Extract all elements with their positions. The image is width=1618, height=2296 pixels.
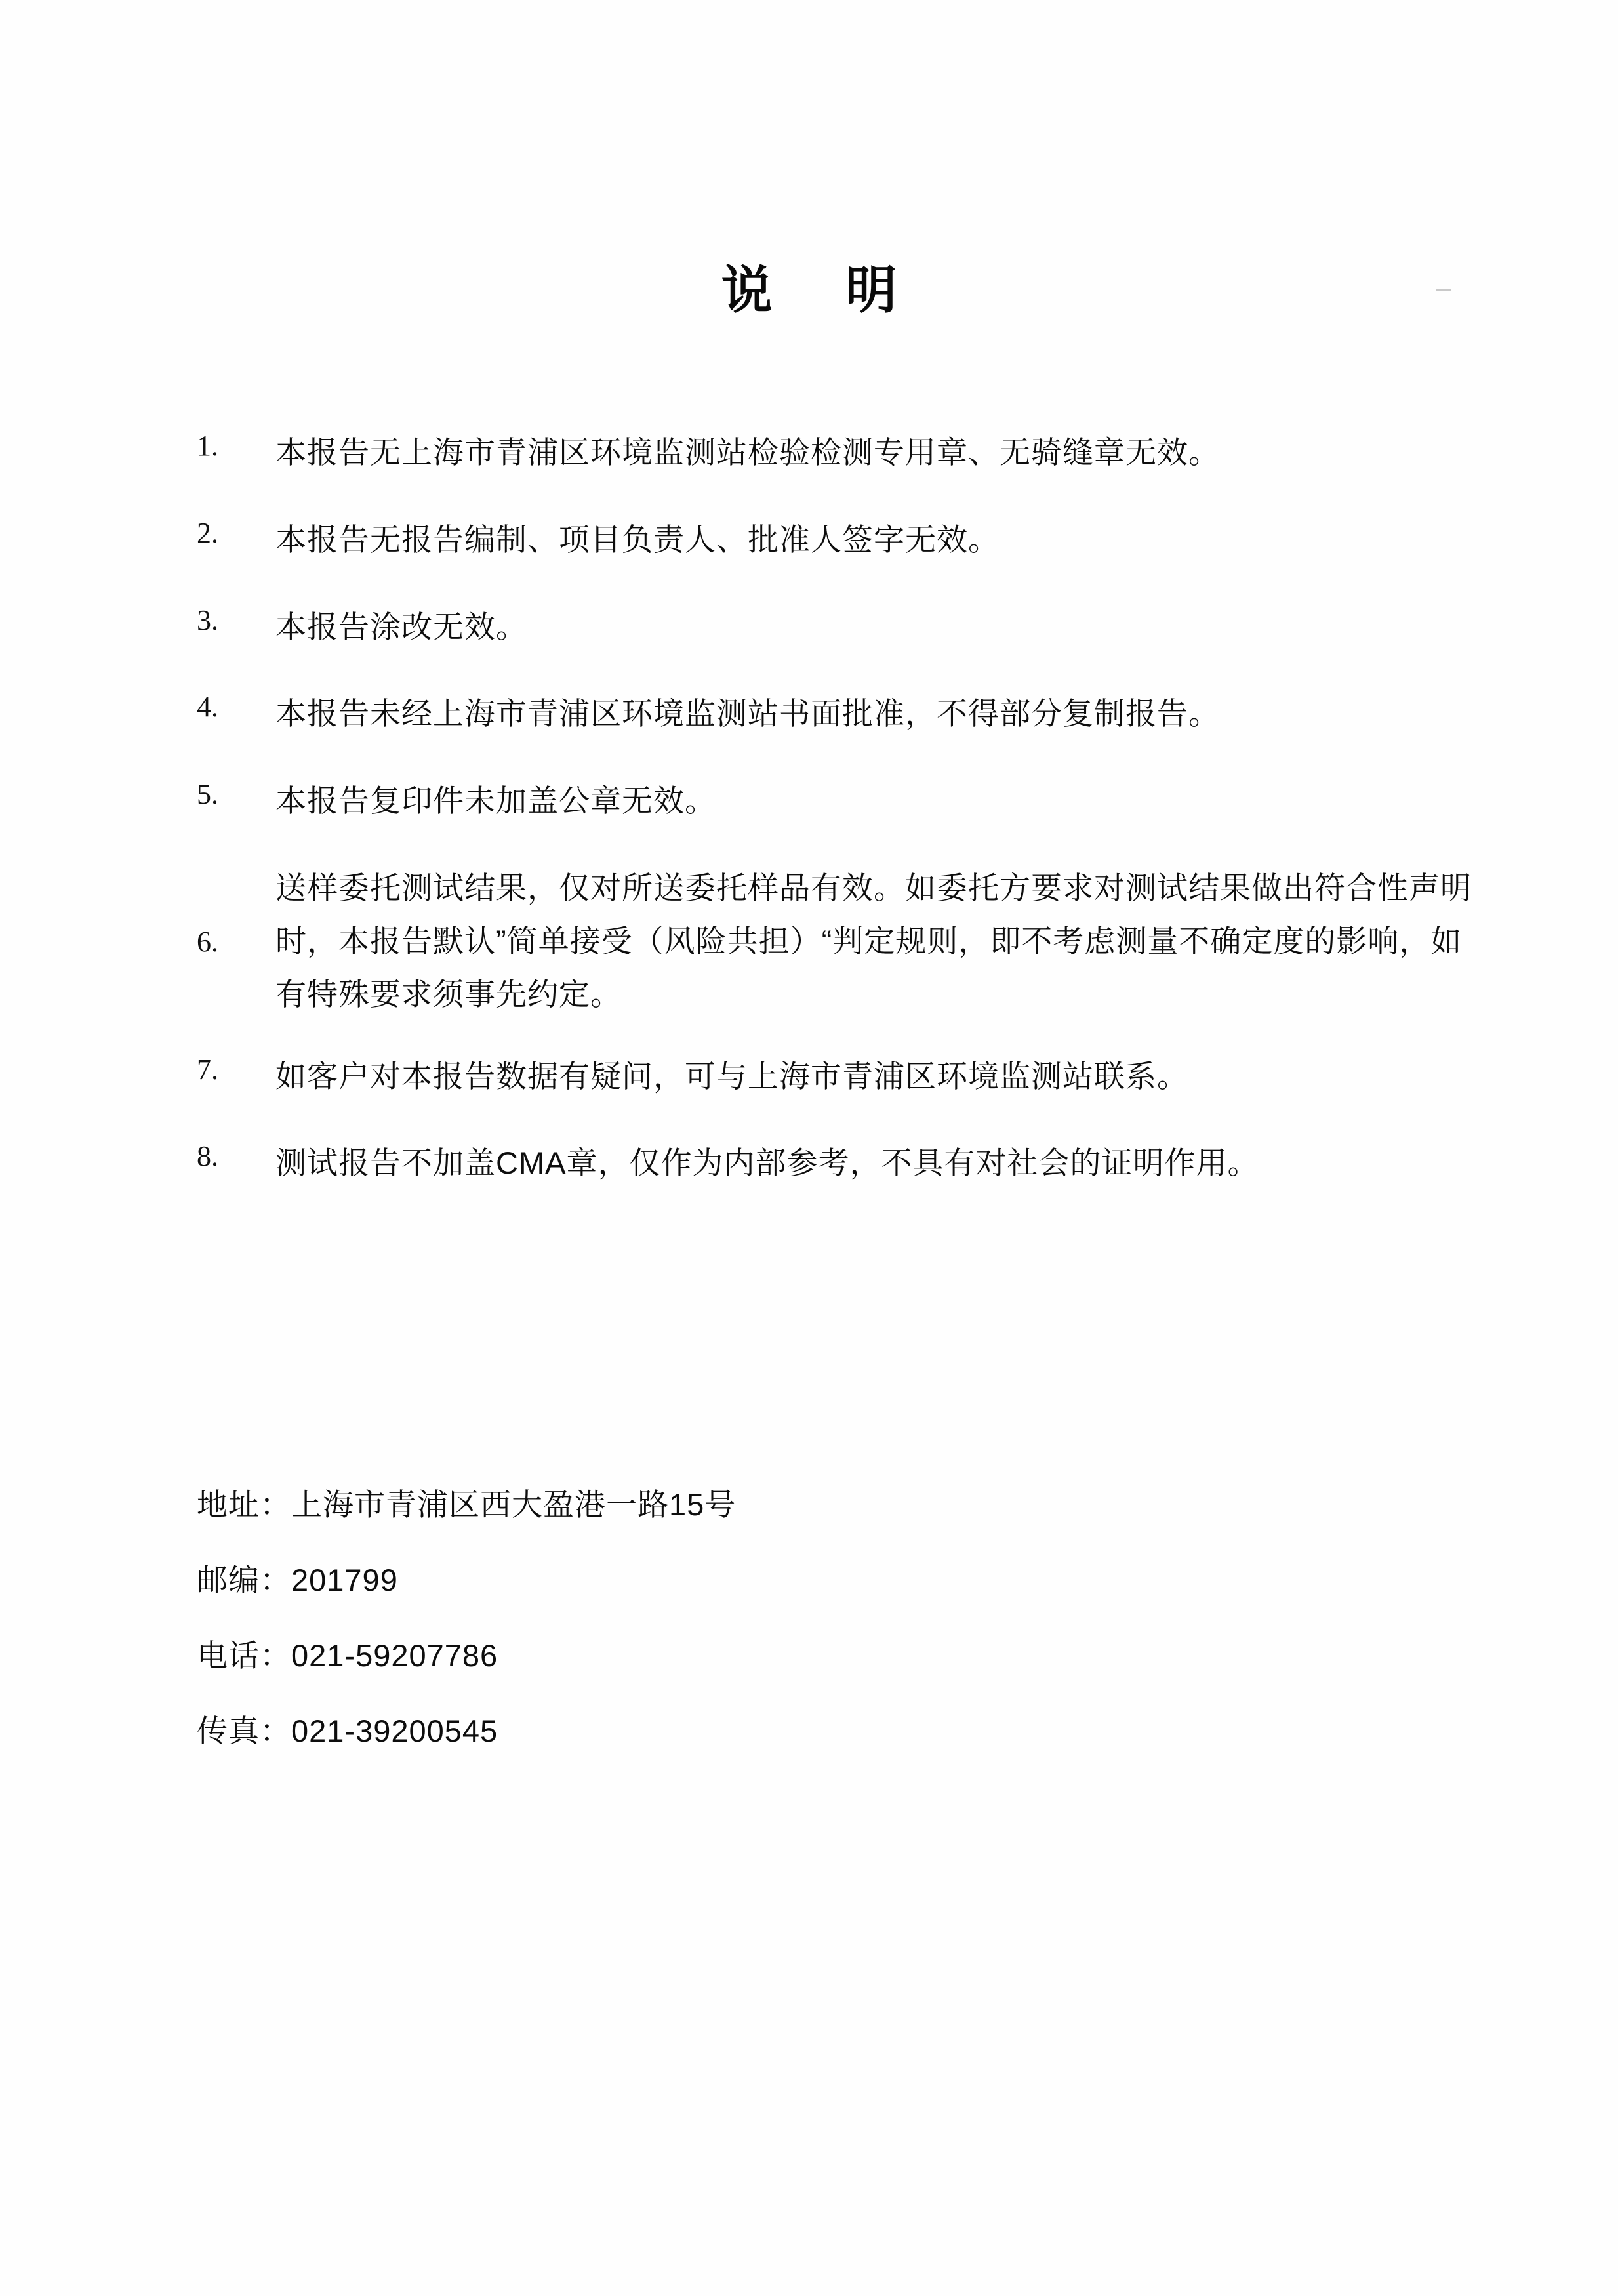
list-item-text: 如客户对本报告数据有疑问，可与上海市青浦区环境监测站联系。: [275, 1058, 1188, 1094]
list-item-text: 送样委托测试结果，仅对所送委托样品有效。如委托方要求对测试结果做出符合性声明时，本报告默认”简单接受（风险共担）“判定规则，即不考虑测量不确定度的影响，如有特殊要求须事先约定。: [275, 871, 1472, 1012]
contact-fax: 传真：021-39200545: [197, 1713, 498, 1748]
list-item-number: 4.: [197, 691, 218, 724]
list-item-number: 8.: [197, 1140, 218, 1173]
list-item: [197, 862, 1482, 1021]
list-item-text: 本报告无上海市青浦区环境监测站检验检测专用章、无骑缝章无效。: [275, 435, 1220, 470]
list-item-text: 本报告涂改无效。: [275, 609, 527, 644]
list-item: [197, 687, 1482, 741]
list-item: [197, 775, 1482, 828]
contact-postcode: 邮编：201799: [197, 1563, 398, 1597]
list-item: [197, 1050, 1482, 1103]
list-item-number: 5.: [197, 778, 218, 811]
contact-phone: 电话：021-59207786: [197, 1638, 498, 1673]
list-item: [197, 1137, 1482, 1190]
list-item-text: 本报告无报告编制、项目负责人、批准人签字无效。: [275, 522, 1000, 557]
list-item-text: 本报告未经上海市青浦区环境监测站书面批准，不得部分复制报告。: [275, 696, 1220, 731]
list-item-text: 本报告复印件未加盖公章无效。: [275, 783, 716, 819]
notes-list: [197, 426, 1482, 1224]
list-item: [197, 601, 1482, 654]
list-item: [197, 514, 1482, 567]
list-item: [197, 426, 1482, 480]
list-item-text: 测试报告不加盖CMA章，仅作为内部参考，不具有对社会的证明作用。: [275, 1145, 1259, 1181]
list-item-number: 2.: [197, 516, 218, 549]
list-item-number: 3.: [197, 604, 218, 636]
list-item-number: 1.: [197, 430, 218, 462]
contact-address: 地址：上海市青浦区西大盈港一路15号: [197, 1487, 737, 1522]
contact-block: [197, 1489, 1443, 1791]
page-title: 说 明: [721, 262, 927, 319]
list-item-number: 6.: [197, 926, 218, 958]
list-item-number: 7.: [197, 1053, 218, 1086]
